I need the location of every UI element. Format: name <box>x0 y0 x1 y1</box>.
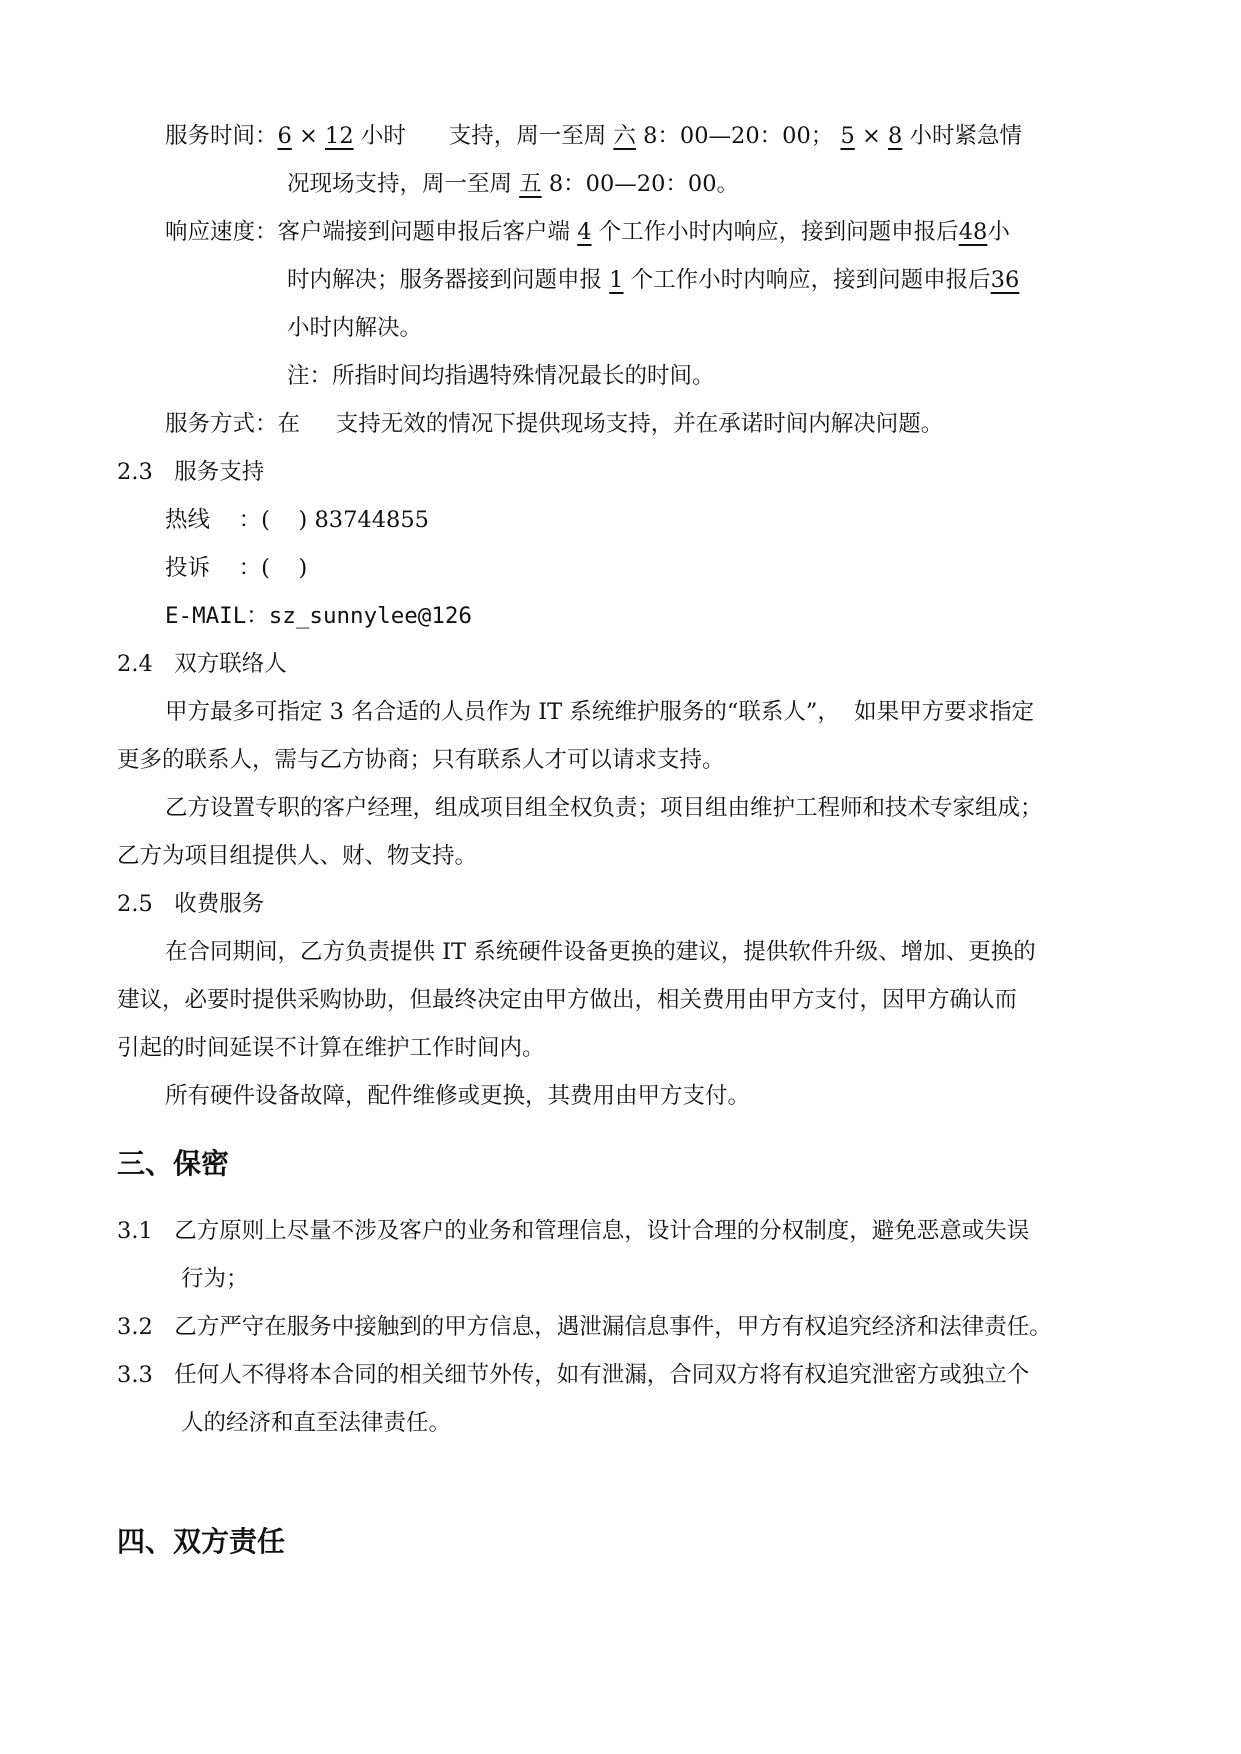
service-mode-line: 服务方式：在 支持无效的情况下提供现场支持，并在承诺时间内解决问题。 <box>165 411 944 437</box>
response-line-3: 小时内解决。 <box>287 315 423 341</box>
s25-paragraph-1-line-3: 引起的时间延误不计算在维护工作时间内。 <box>117 1035 545 1061</box>
s25-paragraph-2: 所有硬件设备故障，配件维修或更换，其费用由甲方支付。 <box>165 1083 751 1109</box>
response-line-2: 时内解决；服务器接到问题申报 1 个工作小时内响应，接到问题申报后36 <box>287 267 1020 293</box>
response-note: 注：所指时间均指遇特殊情况最长的时间。 <box>287 363 715 389</box>
section-2-5-heading: 2.5 收费服务 <box>117 891 265 917</box>
s24-paragraph-2-line-2: 乙方为项目组提供人、财、物支持。 <box>117 843 478 869</box>
section-3-heading: 三、保密 <box>117 1147 230 1180</box>
s24-paragraph-1-line-2: 更多的联系人，需与乙方协商；只有联系人才可以请求支持。 <box>117 747 725 773</box>
service-time-line-1: 服务时间：6 × 12 小时 支持，周一至周 六 8：00—20：00； 5 × 8 小时紧急情 <box>165 123 1022 149</box>
section-2-4-heading: 2.4 双方联络人 <box>117 651 287 677</box>
response-line-1: 响应速度：客户端接到问题申报后客户端 4 个工作小时内响应，接到问题申报后48小 <box>165 219 1010 245</box>
complaint-line: 投诉 ：( ) <box>165 555 308 581</box>
service-time-line-2: 况现场支持，周一至周 五 8：00—20：00。 <box>287 171 740 197</box>
s24-paragraph-2-line-1: 乙方设置专职的客户经理，组成项目组全权负责；项目组由维护工程师和技术专家组成； <box>165 795 1043 821</box>
s3-item-2-line-1: 3.2 乙方严守在服务中接触到的甲方信息，遇泄漏信息事件，甲方有权追究经济和法律责任。 <box>117 1314 1052 1340</box>
s3-item-1-line-1: 3.1 乙方原则上尽量不涉及客户的业务和管理信息，设计合理的分权制度，避免恶意或失误 <box>117 1218 1030 1244</box>
s3-item-1-line-2: 行为； <box>181 1266 249 1292</box>
s24-paragraph-1-line-1: 甲方最多可指定 3 名合适的人员作为 IT 系统维护服务的“联系人”， 如果甲方要求指定 <box>165 699 1035 725</box>
s3-item-3-line-1: 3.3 任何人不得将本合同的相关细节外传，如有泄漏，合同双方将有权追究泄密方或独立个 <box>117 1362 1030 1388</box>
email-line: E-MAIL：sz_sunnylee@126 <box>165 603 472 629</box>
hotline-line: 热线 ：( ) 83744855 <box>165 507 429 533</box>
s25-paragraph-1-line-2: 建议，必要时提供采购协助，但最终决定由甲方做出，相关费用由甲方支付，因甲方确认而 <box>117 987 1018 1013</box>
s3-item-3-line-2: 人的经济和直至法律责任。 <box>181 1410 452 1436</box>
s25-paragraph-1-line-1: 在合同期间，乙方负责提供 IT 系统硬件设备更换的建议，提供软件升级、增加、更换的 <box>165 939 1036 965</box>
section-2-3-heading: 2.3 服务支持 <box>117 459 265 485</box>
section-4-heading: 四、双方责任 <box>117 1525 286 1558</box>
